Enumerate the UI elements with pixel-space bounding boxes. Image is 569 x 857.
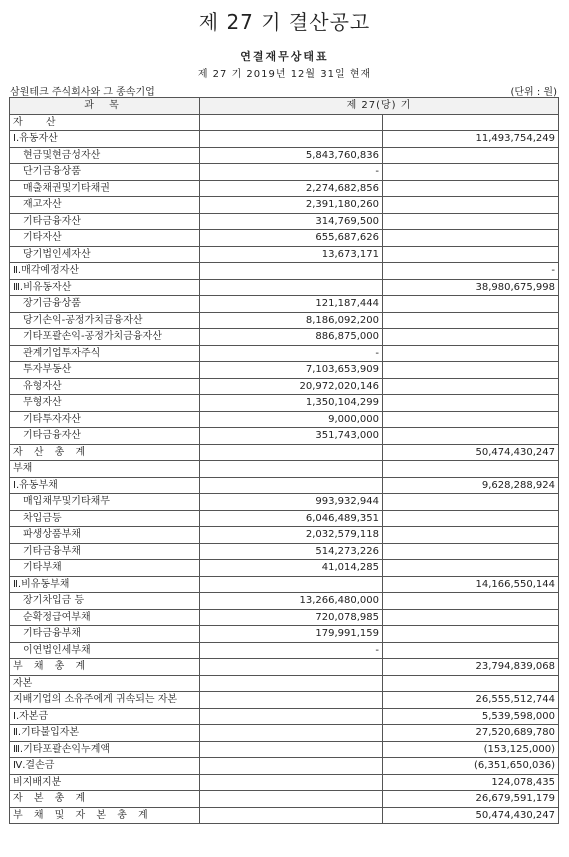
total-amount <box>383 230 559 247</box>
table-row <box>10 741 559 758</box>
account-name: Ⅲ.비유동자산 <box>10 279 200 296</box>
account-name: 매입채무및기타채무 <box>10 494 200 511</box>
table-row <box>10 626 559 643</box>
statement-title: 연결재무상태표 <box>240 50 329 63</box>
total-amount <box>383 461 559 478</box>
table-row <box>10 527 559 544</box>
detail-amount: 314,769,500 <box>200 213 383 230</box>
detail-amount: - <box>200 345 383 362</box>
detail-amount: 9,000,000 <box>200 411 383 428</box>
total-amount <box>383 626 559 643</box>
total-amount <box>383 510 559 527</box>
account-name: 관계기업투자주식 <box>10 345 200 362</box>
detail-amount: 993,932,944 <box>200 494 383 511</box>
detail-amount <box>200 131 383 148</box>
account-name: 기타포괄손익-공정가치금융자산 <box>10 329 200 346</box>
detail-amount: 2,032,579,118 <box>200 527 383 544</box>
detail-amount <box>200 477 383 494</box>
detail-amount <box>200 758 383 775</box>
total-amount: 26,679,591,179 <box>383 791 559 808</box>
table-row <box>10 758 559 775</box>
table-row <box>10 593 559 610</box>
table-row <box>10 477 559 494</box>
detail-amount <box>200 675 383 692</box>
account-name: Ⅱ.비유동부채 <box>10 576 200 593</box>
table-row <box>10 131 559 148</box>
company-name: 삼원테크 주식회사와 그 종속기업 <box>10 87 155 98</box>
detail-amount: 7,103,653,909 <box>200 362 383 379</box>
account-name: 기타자산 <box>10 230 200 247</box>
table-row <box>10 345 559 362</box>
total-amount <box>383 428 559 445</box>
detail-amount <box>200 444 383 461</box>
total-amount <box>383 395 559 412</box>
total-amount <box>383 675 559 692</box>
balance-sheet-table <box>9 97 559 824</box>
total-amount <box>383 197 559 214</box>
table-row <box>10 395 559 412</box>
total-amount: 9,628,288,924 <box>383 477 559 494</box>
detail-amount <box>200 725 383 742</box>
table-row <box>10 494 559 511</box>
table-row <box>10 543 559 560</box>
total-amount <box>383 345 559 362</box>
detail-amount <box>200 708 383 725</box>
detail-amount: 179,991,159 <box>200 626 383 643</box>
account-name: Ⅱ.매각예정자산 <box>10 263 200 280</box>
detail-amount: 8,186,092,200 <box>200 312 383 329</box>
detail-amount: 351,743,000 <box>200 428 383 445</box>
account-name: 자본 <box>10 675 200 692</box>
detail-amount <box>200 263 383 280</box>
total-amount: 11,493,754,249 <box>383 131 559 148</box>
detail-amount: 2,274,682,856 <box>200 180 383 197</box>
header-row <box>10 98 559 115</box>
total-amount: 38,980,675,998 <box>383 279 559 296</box>
account-name: 기타금융자산 <box>10 428 200 445</box>
detail-amount <box>200 576 383 593</box>
table-row <box>10 362 559 379</box>
table-header <box>10 98 559 115</box>
total-amount <box>383 642 559 659</box>
total-amount <box>383 560 559 577</box>
total-amount <box>383 180 559 197</box>
detail-amount: 13,673,171 <box>200 246 383 263</box>
total-amount: 27,520,689,780 <box>383 725 559 742</box>
table-row <box>10 428 559 445</box>
table-row <box>10 659 559 676</box>
account-name: 비지배지분 <box>10 774 200 791</box>
total-amount: 50,474,430,247 <box>383 444 559 461</box>
table-row <box>10 180 559 197</box>
detail-amount <box>200 741 383 758</box>
item-column-header: 과 목 <box>10 98 200 115</box>
table-body <box>10 114 559 824</box>
detail-amount <box>200 114 383 131</box>
account-name: Ⅰ.유동자산 <box>10 131 200 148</box>
total-amount: 124,078,435 <box>383 774 559 791</box>
table-row <box>10 560 559 577</box>
notice-title: 제 27 기 결산공고 <box>198 10 371 34</box>
table-row <box>10 774 559 791</box>
detail-amount: - <box>200 164 383 181</box>
detail-amount: 886,875,000 <box>200 329 383 346</box>
table-row <box>10 609 559 626</box>
account-name: 순확정급여부채 <box>10 609 200 626</box>
total-amount <box>383 593 559 610</box>
table-row <box>10 197 559 214</box>
total-amount <box>383 296 559 313</box>
detail-amount <box>200 461 383 478</box>
table-row <box>10 147 559 164</box>
account-name: 당기손익-공정가치금융자산 <box>10 312 200 329</box>
total-amount: 50,474,430,247 <box>383 807 559 824</box>
table-row <box>10 246 559 263</box>
table-row <box>10 675 559 692</box>
account-name: 기타투자자산 <box>10 411 200 428</box>
table-row <box>10 576 559 593</box>
table-row <box>10 692 559 709</box>
total-amount <box>383 494 559 511</box>
account-name: 자 산 총 계 <box>10 444 200 461</box>
account-name: 기타금융부채 <box>10 543 200 560</box>
total-amount: 26,555,512,744 <box>383 692 559 709</box>
detail-amount <box>200 774 383 791</box>
table-row <box>10 725 559 742</box>
table-row <box>10 114 559 131</box>
account-name: 당기법인세자산 <box>10 246 200 263</box>
total-amount <box>383 527 559 544</box>
account-name: 자 본 총 계 <box>10 791 200 808</box>
detail-amount <box>200 279 383 296</box>
total-amount: 5,539,598,000 <box>383 708 559 725</box>
total-amount <box>383 114 559 131</box>
total-amount <box>383 246 559 263</box>
detail-amount: 5,843,760,836 <box>200 147 383 164</box>
detail-amount: 13,266,480,000 <box>200 593 383 610</box>
account-name: 기타금융자산 <box>10 213 200 230</box>
account-name: Ⅱ.기타불입자본 <box>10 725 200 742</box>
total-amount <box>383 147 559 164</box>
total-amount <box>383 329 559 346</box>
table-row <box>10 708 559 725</box>
detail-amount <box>200 659 383 676</box>
table-row <box>10 312 559 329</box>
account-name: 기타부채 <box>10 560 200 577</box>
detail-amount <box>200 692 383 709</box>
detail-amount: 1,350,104,299 <box>200 395 383 412</box>
account-name: 재고자산 <box>10 197 200 214</box>
account-name: 유형자산 <box>10 378 200 395</box>
total-amount <box>383 543 559 560</box>
table-row <box>10 296 559 313</box>
detail-amount: - <box>200 642 383 659</box>
detail-amount: 514,273,226 <box>200 543 383 560</box>
table-row <box>10 329 559 346</box>
table-row <box>10 510 559 527</box>
account-name: Ⅰ.자본금 <box>10 708 200 725</box>
table-row <box>10 213 559 230</box>
detail-amount: 6,046,489,351 <box>200 510 383 527</box>
table-row <box>10 444 559 461</box>
total-amount <box>383 378 559 395</box>
table-row <box>10 807 559 824</box>
detail-amount <box>200 807 383 824</box>
account-name: 부 채 및 자 본 총 계 <box>10 807 200 824</box>
account-name: 파생상품부채 <box>10 527 200 544</box>
total-amount <box>383 213 559 230</box>
detail-amount: 655,687,626 <box>200 230 383 247</box>
account-name: Ⅲ.기타포괄손익누계액 <box>10 741 200 758</box>
total-amount: (6,351,650,036) <box>383 758 559 775</box>
total-amount <box>383 609 559 626</box>
account-name: Ⅳ.결손금 <box>10 758 200 775</box>
account-name: 장기차입금 등 <box>10 593 200 610</box>
total-amount: (153,125,000) <box>383 741 559 758</box>
table-row <box>10 461 559 478</box>
detail-amount: 720,078,985 <box>200 609 383 626</box>
total-amount <box>383 362 559 379</box>
table-row <box>10 378 559 395</box>
currency-unit: (단위 : 원) <box>510 87 557 98</box>
period-column-header: 제 27(당) 기 <box>200 98 559 115</box>
detail-amount: 121,187,444 <box>200 296 383 313</box>
detail-amount: 2,391,180,260 <box>200 197 383 214</box>
table-row <box>10 230 559 247</box>
detail-amount: 20,972,020,146 <box>200 378 383 395</box>
detail-amount <box>200 791 383 808</box>
account-name: 투자부동산 <box>10 362 200 379</box>
account-name: 단기금융상품 <box>10 164 200 181</box>
account-name: 현금및현금성자산 <box>10 147 200 164</box>
account-name: 차입금등 <box>10 510 200 527</box>
account-name: Ⅰ.유동부채 <box>10 477 200 494</box>
total-amount <box>383 411 559 428</box>
total-amount <box>383 164 559 181</box>
account-name: 지배기업의 소유주에게 귀속되는 자본 <box>10 692 200 709</box>
account-name: 무형자산 <box>10 395 200 412</box>
total-amount <box>383 312 559 329</box>
detail-amount: 41,014,285 <box>200 560 383 577</box>
table-row <box>10 263 559 280</box>
total-amount: - <box>383 263 559 280</box>
account-name: 부 채 총 계 <box>10 659 200 676</box>
account-name: 이연법인세부채 <box>10 642 200 659</box>
account-name: 자 산 <box>10 114 200 131</box>
table-row <box>10 411 559 428</box>
account-name: 기타금융부채 <box>10 626 200 643</box>
account-name: 장기금융상품 <box>10 296 200 313</box>
table-row <box>10 164 559 181</box>
table-row <box>10 642 559 659</box>
statement-period: 제 27 기 2019년 12월 31일 현재 <box>197 69 372 80</box>
table-row <box>10 279 559 296</box>
account-name: 부채 <box>10 461 200 478</box>
total-amount: 14,166,550,144 <box>383 576 559 593</box>
account-name: 매출채권및기타채권 <box>10 180 200 197</box>
table-row <box>10 791 559 808</box>
total-amount: 23,794,839,068 <box>383 659 559 676</box>
